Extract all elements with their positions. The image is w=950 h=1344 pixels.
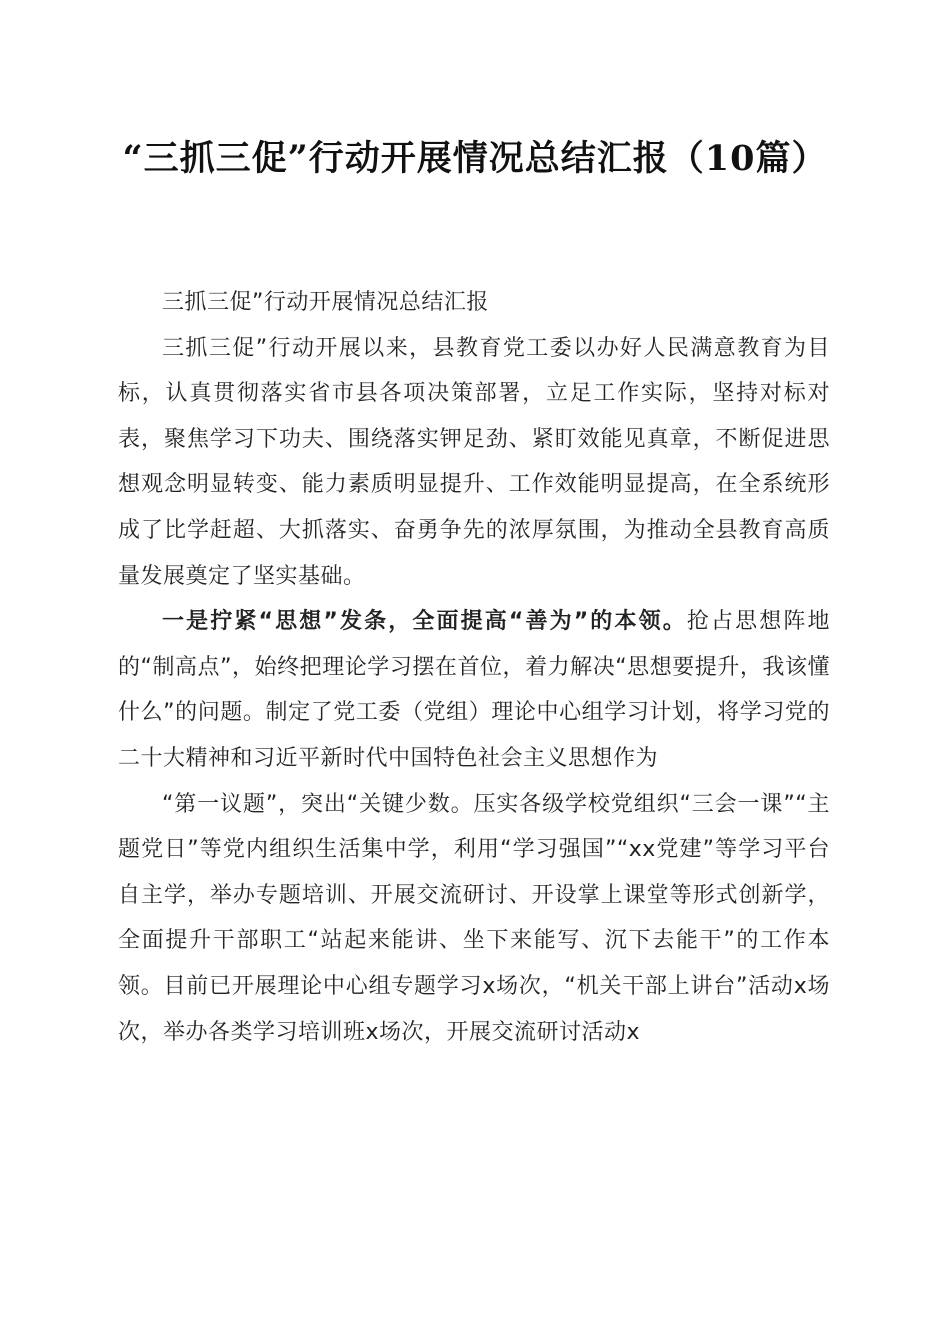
paragraph-intro	[118, 326, 830, 600]
paragraph-text: 抢占思想阵地的“制高点”，始终把理论学习摆在首位，着力解决“思想要提升，我该懂什么”的问题。制定了党工委（党组）理论中心组学习计划，将学习党的二十大精神和习近平新时代中国特色社会主义思想作为	[118, 609, 830, 771]
paragraph-text: 三抓三促”行动开展情况总结汇报	[162, 290, 489, 315]
document-body	[118, 280, 830, 1055]
paragraph-text: “第一议题”，突出“关键少数。压实各级学校党组织“三会一课”“主题党日”等党内组织生活集中学，利用“学习强国”“xx党建”等学习平台自主学，举办专题培训、开展交流研讨、开设掌上课堂等形式创新学，全面提升干部职工“站起来能讲、坐下来能写、沉下去能干”的工作本领。目前已开展理论中心组专题学习x场次，“机关干部上讲台”活动x场次，举办各类学习培训班x场次，开展交流研讨活动x	[118, 791, 830, 1045]
paragraph-continuation	[118, 782, 830, 1056]
paragraph-text: 三抓三促”行动开展以来，县教育党工委以办好人民满意教育为目标，认真贯彻落实省市县各项决策部署，立足工作实际，坚持对标对表，聚焦学习下功夫、围绕落实钾足劲、紧盯效能见真章，不断促进思想观念明显转变、能力素质明显提升、工作效能明显提高，在全系统形成了比学赶超、大抓落实、奋勇争先的浓厚氛围，为推动全县教育高质量发展奠定了坚实基础。	[118, 335, 830, 589]
paragraph-subtitle	[118, 280, 830, 326]
document-title: “三抓三促”行动开展情况总结汇报（10篇）	[122, 138, 828, 179]
paragraph-lead: 一是拧紧“思想”发条，全面提高“善为”的本领。	[162, 609, 687, 635]
paragraph-point-one	[118, 599, 830, 781]
